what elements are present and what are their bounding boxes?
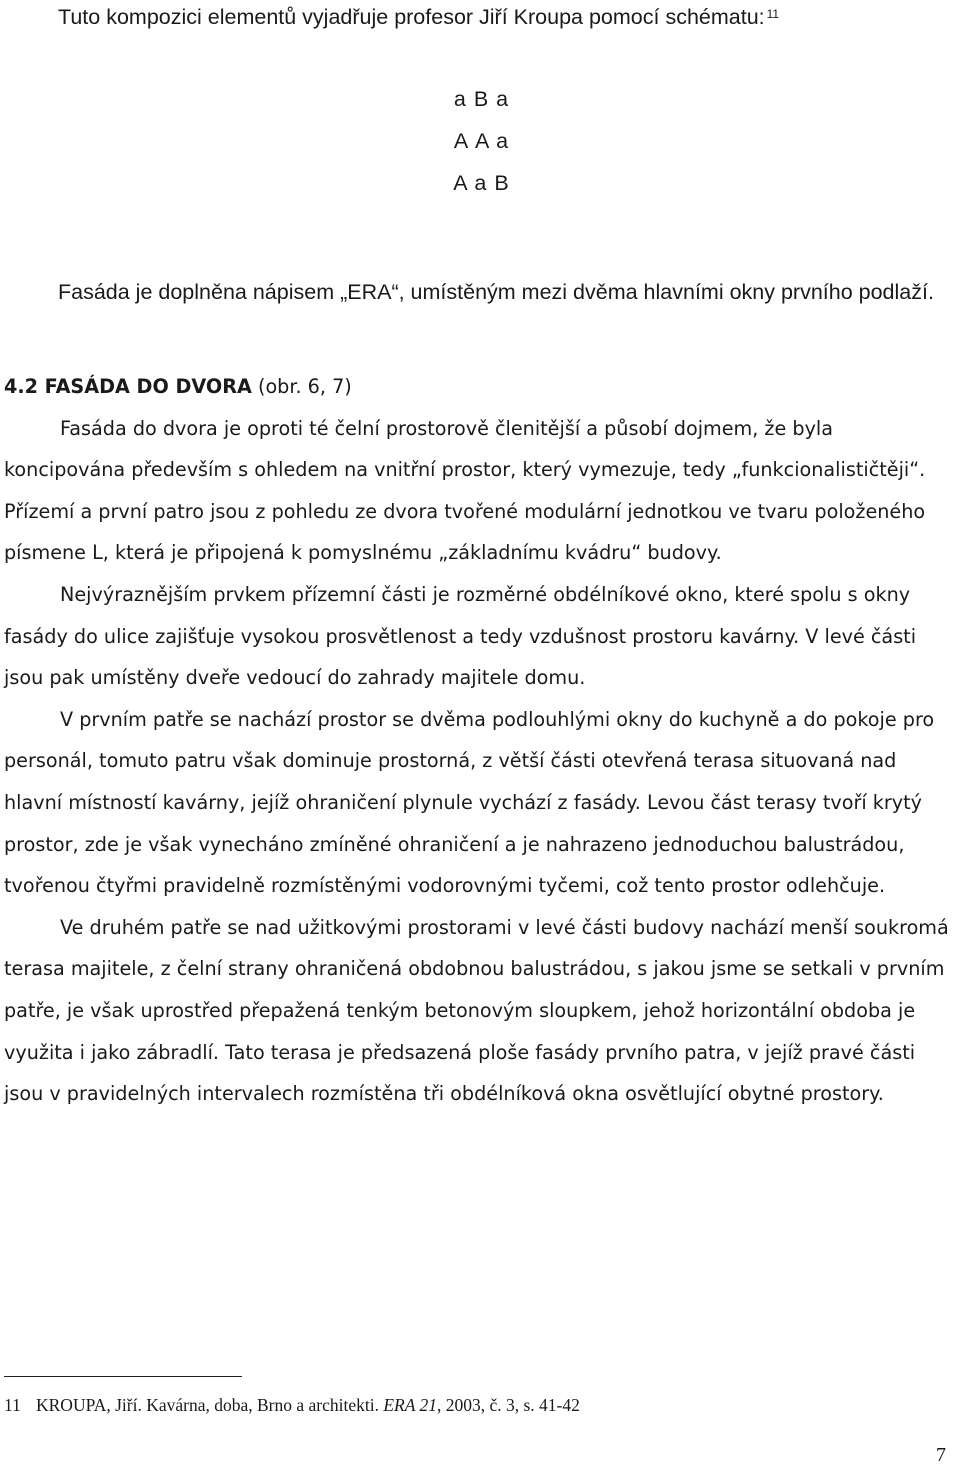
body-paragraph: V prvním patře se nachází prostor se dvěma podlouhlými okny do kuchyně a do pokoje pro personál, tomuto patru však dominuje prostorná, z větší části otevřená terasa situovaná nad hlavní místností kavárny, jejíž ohraničení plynule vychází z fasády. Levou část terasy tvoří krytý prostor, zde je však vynecháno zmíněné ohraničení a je nahrazeno jednoduchou balustrádou, tvořenou čtyřmi pravidelně rozmístěnými vodorovnými tyčemi, což tento prostor odlehčuje. xyxy=(4,707,935,898)
scheme-cell: a xyxy=(453,87,466,111)
scheme-cell: a xyxy=(474,171,487,195)
footnote-number: 11 xyxy=(4,1395,21,1415)
scheme-cell: B xyxy=(473,87,489,111)
body-paragraph: Fasáda do dvora je oproti té čelní prostorově členitější a působí dojmem, že byla koncipována především s ohledem na vnitřní prostor, který vymezuje, tedy „funkcionalističtěji“. Přízemí a první patro jsou z pohledu ze dvora tvořené modulární jednotkou ve tvaru položeného písmene L, která je připojená k pomyslnému „základnímu kvádru“ budovy. xyxy=(4,416,926,565)
scheme-cell: A xyxy=(453,129,468,153)
scheme-cell: A xyxy=(475,129,489,153)
scheme-cell: a xyxy=(496,87,509,111)
intro-text: Tuto kompozici elementů vyjadřuje profesor Jiří Kroupa pomocí schématu: xyxy=(58,5,765,29)
footnote-text-after: , 2003, č. 3, s. 41-42 xyxy=(436,1395,580,1415)
scheme-cell: B xyxy=(494,171,509,195)
section-heading xyxy=(4,366,956,408)
facade-note-paragraph: Fasáda je doplněna nápisem „ERA“, umístěným mezi dvěma hlavními okny prvního podlaží. xyxy=(58,279,934,304)
scheme-cell: A xyxy=(453,171,467,195)
body-paragraph: Ve druhém patře se nad užitkovými prostorami v levé části budovy nachází menší soukromá terasa majitele, z čelní strany ohraničená obdobnou balustrádou, s jakou jsme se setkali v prvním patře, je však uprostřed přepažená tenkým betonovým sloupkem, jehož horizontální obdoba je využita i jako zábradlí. Tato terasa je předsazená ploše fasády prvního patra, v jejíž pravé části jsou v pravidelných intervalech rozmístěna tři obdélníková okna osvětlující obytné prostory. xyxy=(4,915,949,1106)
footnote-journal: ERA 21 xyxy=(383,1395,437,1415)
footnote-text: KROUPA, Jiří. Kavárna, doba, Brno a architekti. xyxy=(36,1395,379,1415)
page-number: 7 xyxy=(936,1444,946,1466)
scheme-row xyxy=(0,126,960,156)
section-figure-ref: (obr. 6, 7) xyxy=(257,375,352,398)
section-title: 4.2 FASÁDA DO DVORA xyxy=(4,375,252,398)
scheme-cell: a xyxy=(496,129,509,153)
footnote-reference[interactable]: 11 xyxy=(766,7,780,21)
footnote xyxy=(4,1393,904,1417)
body-paragraph: Nejvýraznějším prvkem přízemní části je rozměrné obdélníkové okno, které spolu s okny fasády do ulice zajišťuje vysokou prosvětlenost a tedy vzdušnost prostoru kavárny. V levé části jsou pak umístěny dveře vedoucí do zahrady majitele domu. xyxy=(4,582,917,690)
footnote-separator xyxy=(4,1376,242,1377)
scheme-row xyxy=(0,168,960,198)
scheme-row xyxy=(0,84,960,114)
intro-paragraph xyxy=(58,2,938,32)
section-facade-courtyard xyxy=(4,366,956,1115)
